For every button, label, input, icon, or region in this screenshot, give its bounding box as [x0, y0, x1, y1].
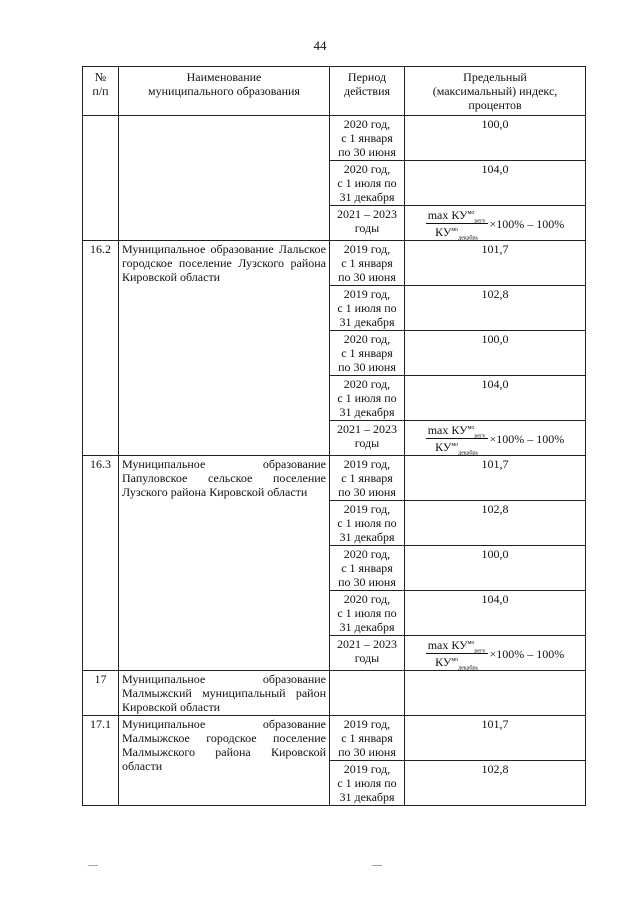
- period-text: 2020 год, с 1 января по 30 июня: [338, 332, 396, 374]
- page-number: 44: [313, 38, 327, 53]
- row-number-cell: 16.3: [83, 456, 119, 671]
- formula-fraction: [426, 208, 488, 242]
- formula-fraction: [426, 638, 488, 672]
- table-row: [83, 716, 586, 761]
- table-body: [83, 116, 586, 806]
- header-number: № п/п: [83, 67, 119, 116]
- period-text: 2021 – 2023 годы: [337, 422, 397, 450]
- municipality-name-cell: [119, 116, 330, 241]
- municipality-name: Муниципальное образование Малмыжский муниципальный район Кировской области: [122, 672, 326, 714]
- footer-mark-left: —: [88, 860, 98, 871]
- header-period: Период действия: [330, 67, 405, 116]
- table-row: [83, 116, 586, 161]
- formula-numerator: [426, 638, 488, 654]
- index-value: 100,0: [481, 547, 509, 561]
- footer-mark-right: —: [372, 860, 382, 871]
- header-name: Наименование муниципального образования: [119, 67, 330, 116]
- formula-num-sub: регу: [474, 218, 486, 225]
- period-text: 2020 год, с 1 июля по 31 декабря: [337, 592, 397, 634]
- period-cell: [330, 716, 405, 761]
- formula-denominator: [433, 439, 480, 457]
- formula-num-sup: мо: [467, 640, 475, 646]
- index-value: 100,0: [481, 332, 509, 346]
- formula-den-sub: декабрь: [458, 450, 479, 457]
- period-cell: [330, 501, 405, 546]
- municipality-name-cell: [119, 456, 330, 671]
- formula-num-text: max КУ: [427, 423, 468, 437]
- formula-num-sub: регу: [474, 433, 486, 440]
- index-cell: [405, 116, 586, 161]
- formula-num-sup: мо: [467, 210, 475, 216]
- period-text: 2020 год, с 1 июля по 31 декабря: [337, 377, 397, 419]
- index-cell: [405, 716, 586, 761]
- index-cell: [405, 456, 586, 501]
- formula-tail: ×100% – 100%: [489, 646, 565, 661]
- index-value: 101,7: [481, 717, 509, 731]
- formula-numerator: [426, 208, 488, 224]
- formula-num-sup: мо: [467, 425, 475, 431]
- period-cell: [330, 421, 405, 456]
- index-value: 104,0: [481, 592, 509, 606]
- municipality-name-cell: [119, 241, 330, 456]
- index-cell: [405, 671, 586, 716]
- index-cell: [405, 206, 586, 241]
- period-cell: [330, 286, 405, 331]
- index-cell: [405, 761, 586, 806]
- period-cell: [330, 206, 405, 241]
- period-cell: [330, 331, 405, 376]
- period-text: 2019 год, с 1 июля по 31 декабря: [337, 287, 397, 329]
- index-cell: [405, 161, 586, 206]
- formula-tail: ×100% – 100%: [489, 216, 565, 231]
- row-number-cell: [83, 116, 119, 241]
- formula-den-text: КУ: [435, 655, 452, 669]
- period-text: 2021 – 2023 годы: [337, 637, 397, 665]
- period-cell: [330, 116, 405, 161]
- formula-numerator: [426, 423, 488, 439]
- period-text: 2019 год, с 1 января по 30 июня: [338, 242, 396, 284]
- formula-den-text: КУ: [435, 440, 452, 454]
- formula-denominator: [433, 224, 480, 242]
- formula-denominator: [433, 654, 480, 672]
- period-cell: [330, 456, 405, 501]
- index-cell: [405, 286, 586, 331]
- formula-den-sup: мо: [451, 657, 459, 663]
- formula-fraction: [426, 423, 488, 457]
- municipality-name: Муниципальное образование Лальское городское поселение Лузского района Кировской области: [122, 242, 326, 284]
- index-cell: [405, 591, 586, 636]
- index-value: 101,7: [481, 242, 509, 256]
- period-cell: [330, 671, 405, 716]
- period-cell: [330, 161, 405, 206]
- row-number-cell: 16.2: [83, 241, 119, 456]
- index-cell: [405, 546, 586, 591]
- period-cell: [330, 546, 405, 591]
- period-text: 2021 – 2023 годы: [337, 207, 397, 235]
- index-formula: [408, 422, 582, 457]
- period-text: 2019 год, с 1 июля по 31 декабря: [337, 762, 397, 804]
- formula-den-sup: мо: [451, 442, 459, 448]
- index-cell: [405, 331, 586, 376]
- period-text: 2020 год, с 1 января по 30 июня: [338, 117, 396, 159]
- row-number-cell: 17: [83, 671, 119, 716]
- index-cell: [405, 421, 586, 456]
- table-header: [83, 67, 586, 116]
- index-value: 100,0: [481, 117, 509, 131]
- table-row: [83, 241, 586, 286]
- index-value: 102,8: [481, 762, 509, 776]
- index-formula: [408, 637, 582, 672]
- formula-num-sub: регу: [474, 648, 486, 655]
- municipality-name-cell: [119, 716, 330, 806]
- index-value: 104,0: [481, 162, 509, 176]
- formula-num-text: max КУ: [427, 638, 468, 652]
- period-text: 2019 год, с 1 января по 30 июня: [338, 457, 396, 499]
- municipality-name: Муниципальное образование Малмыжское городское поселение Малмыжского района Кировской области: [122, 717, 326, 773]
- formula-num-text: max КУ: [427, 208, 468, 222]
- index-value: 104,0: [481, 377, 509, 391]
- index-value: 101,7: [481, 457, 509, 471]
- index-cell: [405, 241, 586, 286]
- table-row: [83, 671, 586, 716]
- period-cell: [330, 761, 405, 806]
- municipality-name: Муниципальное образование Папуловское сельское поселение Лузского района Кировской области: [122, 457, 326, 499]
- index-formula: [408, 207, 582, 242]
- period-cell: [330, 591, 405, 636]
- period-text: 2019 год, с 1 января по 30 июня: [338, 717, 396, 759]
- formula-den-sub: декабрь: [458, 235, 479, 242]
- municipality-name-cell: [119, 671, 330, 716]
- header-index: Предельный (максимальный) индекс, процентов: [405, 67, 586, 116]
- index-value: 102,8: [481, 287, 509, 301]
- formula-den-sub: декабрь: [458, 665, 479, 672]
- period-text: 2020 год, с 1 января по 30 июня: [338, 547, 396, 589]
- tariff-index-table: [82, 66, 586, 806]
- index-value: 102,8: [481, 502, 509, 516]
- row-number-cell: 17.1: [83, 716, 119, 806]
- period-cell: [330, 376, 405, 421]
- period-text: 2020 год, с 1 июля по 31 декабря: [337, 162, 397, 204]
- table-row: [83, 456, 586, 501]
- index-cell: [405, 501, 586, 546]
- period-text: 2019 год, с 1 июля по 31 декабря: [337, 502, 397, 544]
- period-cell: [330, 636, 405, 671]
- formula-den-text: КУ: [435, 225, 452, 239]
- formula-den-sup: мо: [451, 227, 459, 233]
- index-cell: [405, 636, 586, 671]
- period-cell: [330, 241, 405, 286]
- index-cell: [405, 376, 586, 421]
- formula-tail: ×100% – 100%: [489, 431, 565, 446]
